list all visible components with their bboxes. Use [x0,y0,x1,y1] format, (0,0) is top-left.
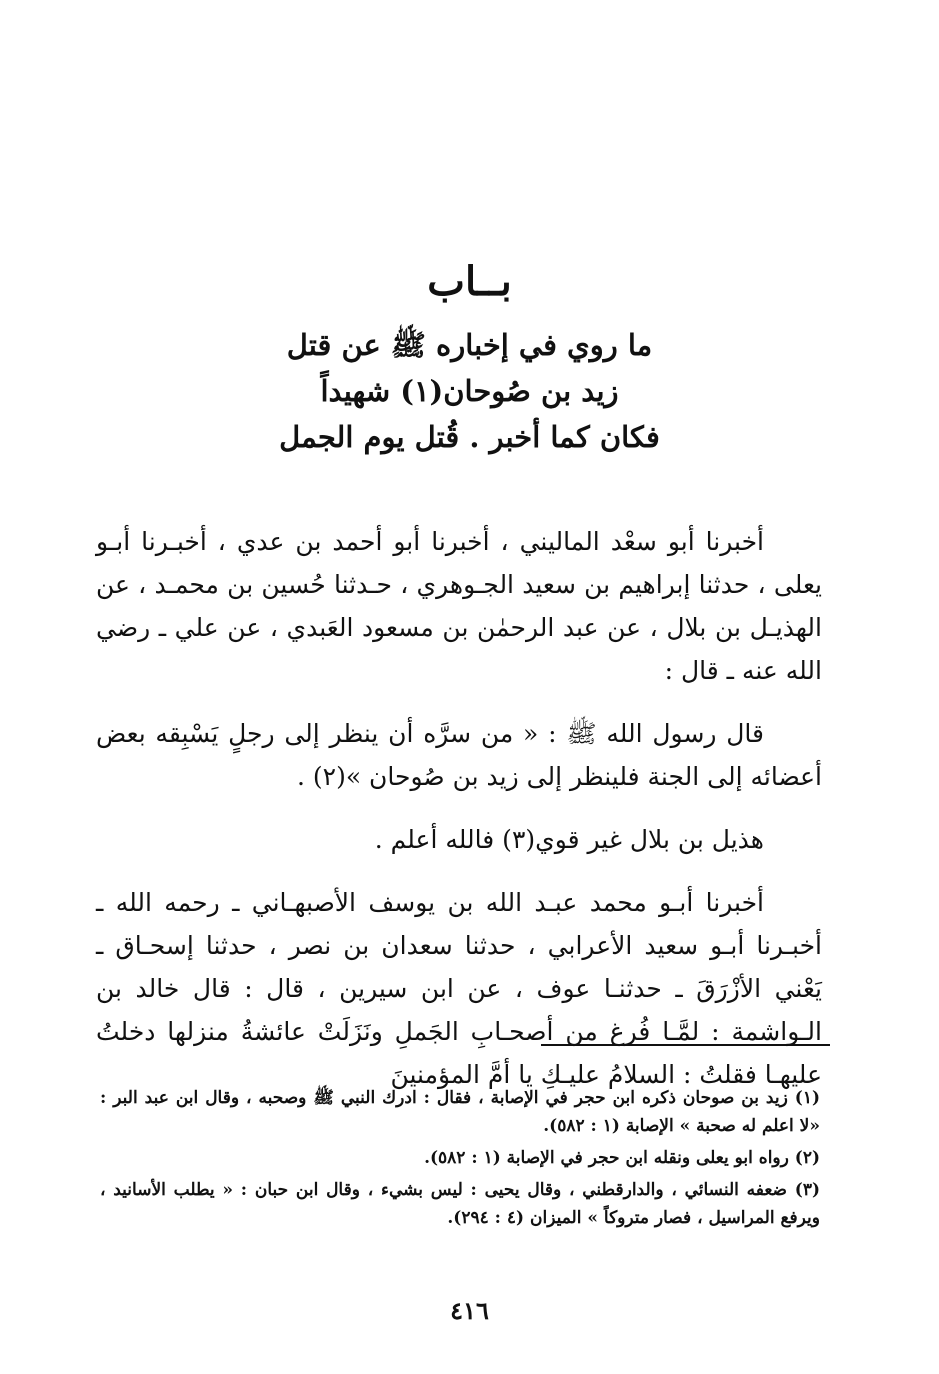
paragraph-grading: هذيل بن بلال غير قوي(٣) فالله أعلم . [374,825,764,854]
paragraph-isnad-1: أخبرنا أبو سعْد الماليني ، أخبرنا أبو أحمد بن عدي ، أخبـرنا أبـو يعلى ، حدثنا إبراهيم بن سعيد الجـوهري ، حـدثنا حُسين بن محمـد ، عن الهذيـل بن بلال ، عن عبد الرحمٰن بن مسعود العَبدي ، عن علي ـ رضي الله عنه ـ قال : [96,527,822,685]
title-line-3: فكان كما أخبر . قُتل يوم الجمل [279,420,660,454]
footnote-2: (٢) رواه ابو يعلى ونقله ابن حجر في الإصابة (١ : ٥٨٢). [424,1148,820,1168]
page-number: ٤١٦ [450,1296,489,1325]
footnotes [100,1084,820,1236]
paragraph-hadith: قال رسول الله ﷺ : « من سرَّه أن ينظر إلى رجلٍ يَسْبِقه بعض أعضائه إلى الجنة فلينظر إلى زيد بن صُوحان »(٢) . [96,719,822,791]
footnote-divider [541,1044,830,1046]
footnote-3: (٣) ضعفه النسائي ، والدارقطني ، وقال يحيى : ليس بشيء ، وقال ابن حبان : « يطلب الأسانيد ، ويرفع المراسيل ، فصار متروكاً » الميزان (٤ : ٢٩٤). [100,1180,820,1228]
chapter-title [180,322,759,460]
title-line-2: زيد بن صُوحان(١) شهيداً [320,374,619,408]
paragraph-isnad-2: أخبرنا أبـو محمد عبـد الله بن يوسف الأصبهـاني ـ رحمه الله ـ أخبـرنا أبـو سعيد الأعرابي ، حدثنا سعدان بن نصر ، حدثنا إسحـاق ـ يَعْني الأزْرَقَ ـ حدثنـا عوف ، عن ابن سيرين ، قال : قال خالد بن الـواشمة : لمَّـا فُرغ من أصحـابِ الجَملِ ونَزَلَتْ عائشةُ منزلها دخلتُ عليهـا فقلتُ : السلامُ عليـكِ يا أمَّ المؤمنينَ [96,888,822,1089]
footnote-1: (١) زيد بن صوحان ذكره ابن حجر في الإصابة ، فقال : ادرك النبي ﷺ وصحبه ، وقال ابن عبد البر : «لا اعلم له صحبة » الإصابة (١ : ٥٨٢). [100,1088,820,1136]
chapter-heading: بــاب [427,258,512,305]
title-line-1: ما روي في إخباره ﷺ عن قتل [286,328,653,362]
main-text [96,520,822,1096]
